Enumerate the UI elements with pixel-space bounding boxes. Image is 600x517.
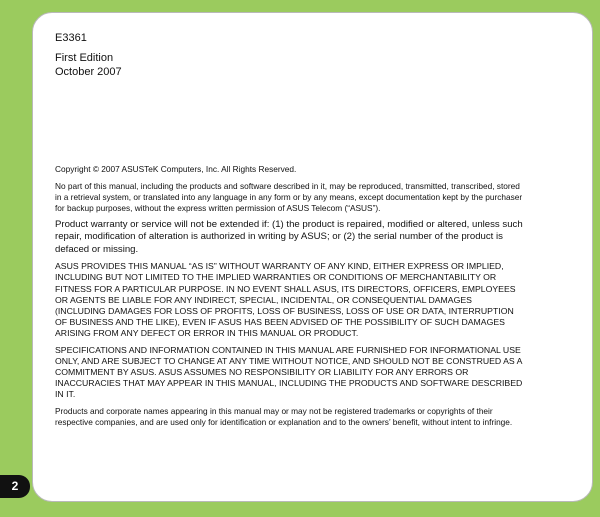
- page-number: 2: [0, 475, 30, 498]
- edition-label: First Edition: [55, 52, 114, 64]
- as-is-disclaimer: ASUS PROVIDES THIS MANUAL “AS IS” WITHOUT WARRANTY OF ANY KIND, EITHER EXPRESS OR IMPLIED, INCLUDING BUT NOT LIMITED TO THE IMPLIED WARRANTIES OR CONDITIONS OF MERCHANTABILITY OR FITNESS FOR A PARTICULAR PURPOSE. IN NO EVENT SHALL ASUS, ITS DIRECTORS, OFFICERS, EMPLOYEES OR AGENTS BE LIABLE FOR ANY INDIRECT, SPECIAL, INCIDENTAL, OR CONSEQUENTIAL DAMAGES (INCLUDING DAMAGES FOR LOSS OF PROFITS, LOSS OF BUSINESS, LOSS OF USE OR DATA, INTERRUPTION OF BUSINESS AND THE LIKE), EVEN IF ASUS HAS BEEN ADVISED OF THE POSSIBILITY OF SUCH DAMAGES ARISING FROM ANY DEFECT OR ERROR IN THIS MANUAL OR PRODUCT.: [55, 261, 516, 339]
- page-panel: [32, 12, 593, 502]
- edition-date: October 2007: [55, 66, 122, 78]
- reproduction-paragraph: No part of this manual, including the products and software described in it, may be reproduced, transmitted, transcribed, stored in a retrieval system, or translated into any language in any form or by any means, except documentation kept by the purchaser for backup purposes, without the express written permission of ASUS Telecom (“ASUS”).: [55, 181, 523, 213]
- warranty-paragraph: Product warranty or service will not be extended if: (1) the product is repaired, modified or altered, unless such repair, modification of alteration is authorized in writing by ASUS; or (2) the serial number of the product is defaced or missing.: [55, 219, 523, 255]
- copyright-line: Copyright © 2007 ASUSTeK Computers, Inc. All Rights Reserved.: [55, 164, 297, 174]
- manual-code: E3361: [55, 32, 87, 44]
- edition-block: [55, 31, 525, 79]
- trademark-paragraph: Products and corporate names appearing in this manual may or may not be registered trademarks or copyrights of their respective companies, and are used only for identification or explanation and to the owners’ benefit, without intent to infringe.: [55, 405, 513, 427]
- legal-notice: [55, 164, 523, 433]
- specifications-disclaimer: SPECIFICATIONS AND INFORMATION CONTAINED IN THIS MANUAL ARE FURNISHED FOR INFORMATIONAL USE ONLY, AND ARE SUBJECT TO CHANGE AT ANY TIME WITHOUT NOTICE, AND SHOULD NOT BE CONSTRUED AS A COMMITMENT BY ASUS. ASUS ASSUMES NO RESPONSIBILITY OR LIABILITY FOR ANY ERRORS OR INACCURACIES THAT MAY APPEAR IN THIS MANUAL, INCLUDING THE PRODUCTS AND SOFTWARE DESCRIBED IN IT.: [55, 344, 523, 400]
